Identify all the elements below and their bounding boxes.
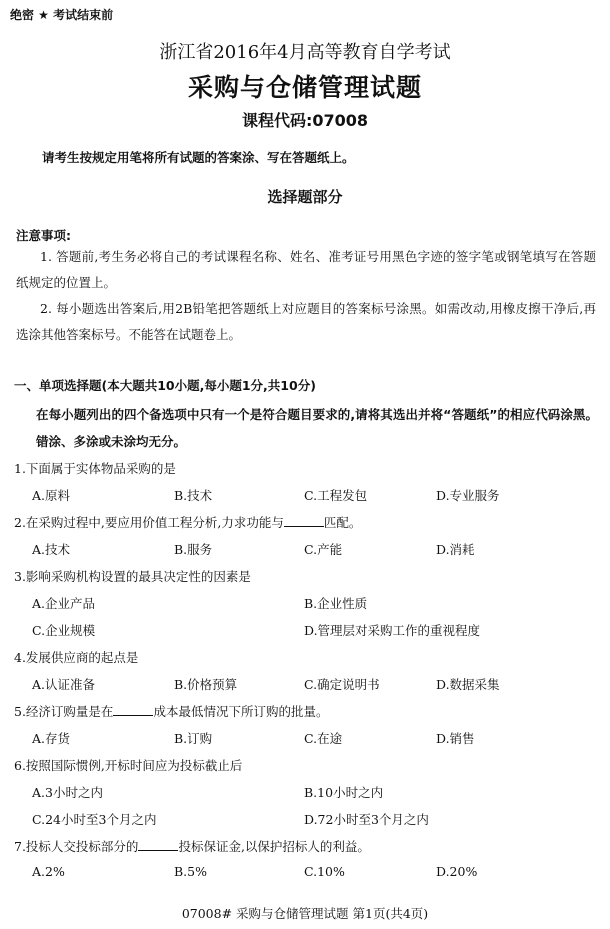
option-b: B.价格预算 [174, 677, 238, 692]
part-one-title: 一、单项选择题(本大题共10小题,每小题1分,共10分) [14, 378, 316, 393]
option-b: B.企业性质 [304, 596, 368, 611]
option-b: B.订购 [174, 731, 213, 746]
option-d: D.专业服务 [436, 488, 500, 503]
option-c: C.确定说明书 [304, 677, 380, 692]
question-stem-part-1: 5.经济订购量是在 [14, 704, 114, 719]
question-6 [14, 756, 242, 774]
question-5 [14, 702, 328, 720]
attention-title: 注意事项: [16, 228, 71, 243]
option-c: C.产能 [304, 542, 343, 557]
question-stem: 3.影响采购机构设置的最具决定性的因素是 [14, 569, 251, 584]
page-footer: 07008# 采购与仓储管理试题 第1页(共4页) [181, 906, 429, 921]
option-b: B.5% [174, 864, 207, 879]
question-7 [14, 837, 370, 855]
page-title: 采购与仓储管理试题 [187, 73, 422, 102]
course-code: 课程代码:07008 [241, 111, 369, 130]
question-4 [14, 648, 138, 666]
question-stem-part-2: 成本最低情况下所订购的批量。 [153, 704, 329, 719]
exam-title: 浙江省2016年4月高等教育自学考试 [159, 42, 451, 63]
question-stem-part-2: 匹配。 [323, 515, 362, 530]
question-stem: 1.下面属于实体物品采购的是 [14, 461, 176, 476]
option-a: A.企业产品 [32, 596, 96, 611]
option-c: C.24小时至3个月之内 [32, 812, 157, 827]
question-stem: 6.按照国际惯例,开标时间应为投标截止后 [14, 758, 243, 773]
question-stem: 4.发展供应商的起点是 [14, 650, 139, 665]
question-stem-part-1: 7.投标人交投标部分的 [14, 839, 139, 854]
option-a: A.认证准备 [32, 677, 96, 692]
option-d: D.数据采集 [436, 677, 500, 692]
option-a: A.存货 [32, 731, 71, 746]
option-c: C.10% [304, 864, 345, 879]
option-a: A.3小时之内 [32, 785, 103, 800]
option-a: A.原料 [32, 488, 71, 503]
answer-blank [113, 703, 153, 716]
question-3 [14, 567, 251, 585]
question-2 [14, 513, 361, 531]
section-title: 选择题部分 [267, 188, 343, 206]
option-d: D.管理层对采购工作的重视程度 [304, 623, 481, 638]
answer-blank [138, 838, 178, 851]
answer-blank [284, 514, 324, 527]
option-b: B.服务 [174, 542, 213, 557]
attention-item-2: 2. 每小题选出答案后,用2B铅笔把答题纸上对应题目的答案标号涂黑。如需改动,用橡皮擦干净后,再选涂其他答案标号。不能答在试题卷上。 [16, 301, 596, 342]
option-d: D.销售 [436, 731, 475, 746]
attention-item-1: 1. 答题前,考生务必将自己的考试课程名称、姓名、准考证号用黑色字迹的签字笔或钢笔填写在答题纸规定的位置上。 [16, 249, 596, 290]
option-c: C.在途 [304, 731, 343, 746]
option-b: B.10小时之内 [304, 785, 384, 800]
answer-notice: 请考生按规定用笔将所有试题的答案涂、写在答题纸上。 [42, 150, 355, 165]
question-1 [14, 459, 176, 477]
option-a: A.技术 [32, 542, 71, 557]
option-c: C.工程发包 [304, 488, 368, 503]
option-c: C.企业规模 [32, 623, 96, 638]
option-d: D.72小时至3个月之内 [304, 812, 429, 827]
option-d: D.20% [436, 864, 478, 879]
option-d: D.消耗 [436, 542, 475, 557]
part-one-instruction: 在每小题列出的四个备选项中只有一个是符合题目要求的,请将其选出并将“答题纸”的相应代码涂黑。错涂、多涂或未涂均无分。 [36, 407, 598, 449]
question-stem-part-2: 投标保证金,以保护招标人的利益。 [178, 839, 370, 854]
option-a: A.2% [32, 864, 65, 879]
question-stem-part-1: 2.在采购过程中,要应用价值工程分析,力求功能与 [14, 515, 284, 530]
secret-mark: 绝密 ★ 考试结束前 [10, 8, 114, 22]
option-b: B.技术 [174, 488, 213, 503]
